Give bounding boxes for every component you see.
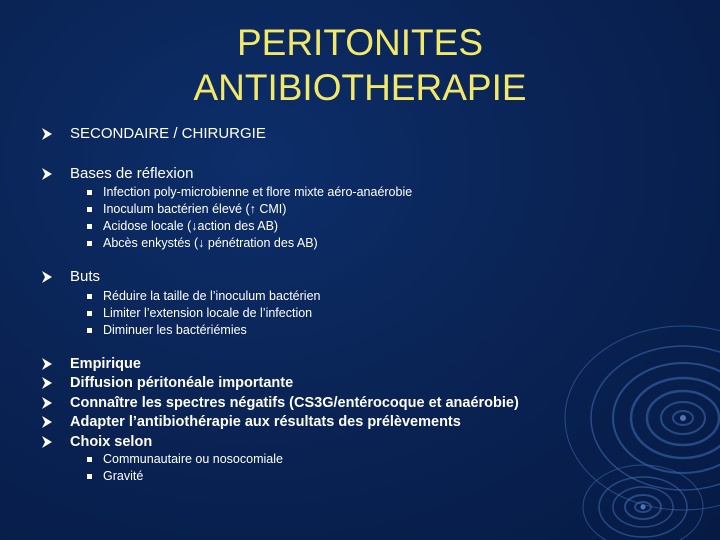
sub-bullet-bases: Inoculum bactérien élevé (↑ CMI): [103, 202, 287, 216]
arrowhead-bullet-icon: [41, 377, 53, 389]
sub-bullet-choix: Communautaire ou nosocomiale: [103, 452, 283, 466]
square-bullet-icon: [87, 294, 92, 299]
bullet-bases-reflexion: Bases de réflexion: [70, 165, 194, 182]
square-bullet-icon: [87, 457, 92, 462]
arrowhead-bullet-icon: [41, 397, 53, 409]
square-bullet-icon: [87, 207, 92, 212]
square-bullet-icon: [87, 190, 92, 195]
bullet-choix-selon: Choix selon: [70, 434, 153, 450]
arrowhead-bullet-icon: [41, 168, 53, 180]
slide-title-line-1: PERITONITES: [236, 22, 484, 63]
sub-bullet-bases: Acidose locale (↓action des AB): [103, 219, 279, 233]
bullet-spectres: Connaître les spectres négatifs (CS3G/entérocoque et anaérobie): [70, 395, 519, 411]
sub-bullet-buts: Diminuer les bactériémies: [103, 323, 247, 337]
bullet-buts: Buts: [70, 268, 101, 285]
sub-bullet-choix: Gravité: [103, 469, 144, 483]
sub-bullet-bases: Abcès enkystés (↓ pénétration des AB): [103, 236, 318, 250]
square-bullet-icon: [87, 241, 92, 246]
arrowhead-bullet-icon: [41, 416, 53, 428]
arrowhead-bullet-icon: [41, 358, 53, 370]
square-bullet-icon: [87, 474, 92, 479]
sub-bullet-buts: Limiter l’extension locale de l’infection: [103, 306, 313, 320]
bullet-adapter: Adapter l’antibiothérapie aux résultats des prélèvements: [70, 414, 461, 430]
arrowhead-bullet-icon: [41, 128, 53, 140]
sub-bullet-buts: Réduire la taille de l’inoculum bactérien: [103, 289, 321, 303]
arrowhead-bullet-icon: [41, 271, 53, 283]
arrowhead-bullet-icon: [41, 436, 53, 448]
square-bullet-icon: [87, 224, 92, 229]
square-bullet-icon: [87, 311, 92, 316]
slide-title-line-2: ANTIBIOTHERAPIE: [193, 67, 527, 108]
bullet-empirique: Empirique: [70, 356, 141, 372]
bullet-diffusion: Diffusion péritonéale importante: [70, 375, 294, 391]
bullet-secondaire: SECONDAIRE / CHIRURGIE: [70, 125, 266, 142]
square-bullet-icon: [87, 328, 92, 333]
sub-bullet-bases: Infection poly-microbienne et flore mixte aéro-anaérobie: [103, 185, 413, 199]
